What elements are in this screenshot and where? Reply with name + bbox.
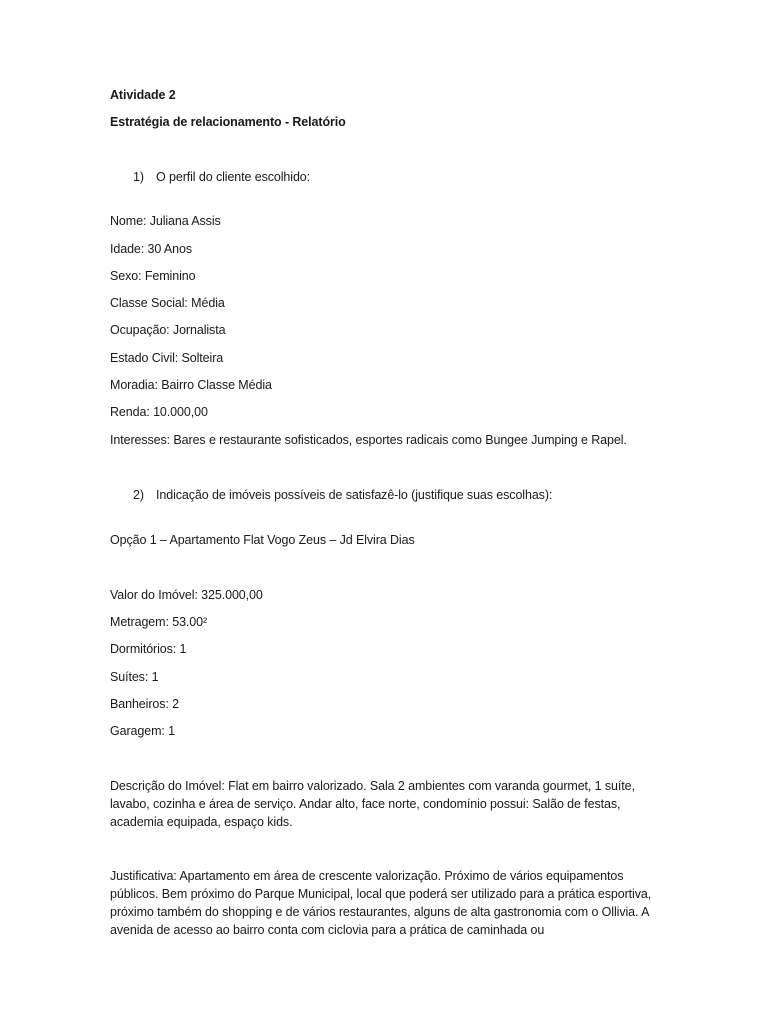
option-1-descricao: Descrição do Imóvel: Flat em bairro valorizado. Sala 2 ambientes com varanda gourmet, 1 suíte, lavabo, cozinha e área de serviço. Andar alto, face norte, condomínio possui: Salão de festas, academia equipada, espaço kids. <box>110 779 635 829</box>
profile-estado-civil: Estado Civil: Solteira <box>110 351 224 365</box>
section-2-number: 2) <box>133 488 144 502</box>
section-1-text: O perfil do cliente escolhido: <box>156 170 311 184</box>
profile-classe: Classe Social: Média <box>110 296 225 310</box>
option-1-justificativa: Justificativa: Apartamento em área de crescente valorização. Próximo de vários equipamentos públicos. Bem próximo do Parque Municipal, local que poderá ser utilizado para a prática esportiva, próximo também do shopping e de vários restaurantes, alguns de alta gastronomia com o Ollivia. A avenida de acesso ao bairro conta com ciclovia para a prática de caminhada ou <box>110 869 652 937</box>
option-1-metragem: Metragem: 53.00² <box>110 615 208 629</box>
option-1-garagem: Garagem: 1 <box>110 724 176 738</box>
option-1-banheiros: Banheiros: 2 <box>110 697 179 711</box>
profile-ocupacao: Ocupação: Jornalista <box>110 323 226 337</box>
option-1-title: Opção 1 – Apartamento Flat Vogo Zeus – Jd Elvira Dias <box>110 533 415 547</box>
section-2-text: Indicação de imóveis possíveis de satisfazê-lo (justifique suas escolhas): <box>156 488 553 502</box>
profile-sexo: Sexo: Feminino <box>110 269 196 283</box>
profile-moradia: Moradia: Bairro Classe Média <box>110 378 272 392</box>
document-subtitle: Estratégia de relacionamento - Relatório <box>110 115 346 129</box>
option-1-suites: Suítes: 1 <box>110 670 159 684</box>
profile-renda: Renda: 10.000,00 <box>110 405 208 419</box>
section-1-heading <box>133 169 310 185</box>
option-1-dormitorios: Dormitórios: 1 <box>110 642 187 656</box>
section-1-number: 1) <box>133 170 144 184</box>
profile-interesses: Interesses: Bares e restaurante sofisticados, esportes radicais como Bungee Jumping e Rapel. <box>110 433 627 447</box>
document-title: Atividade 2 <box>110 88 176 102</box>
section-2-heading <box>133 487 552 503</box>
profile-idade: Idade: 30 Anos <box>110 242 193 256</box>
option-1-valor: Valor do Imóvel: 325.000,00 <box>110 588 263 602</box>
profile-nome: Nome: Juliana Assis <box>110 214 221 228</box>
